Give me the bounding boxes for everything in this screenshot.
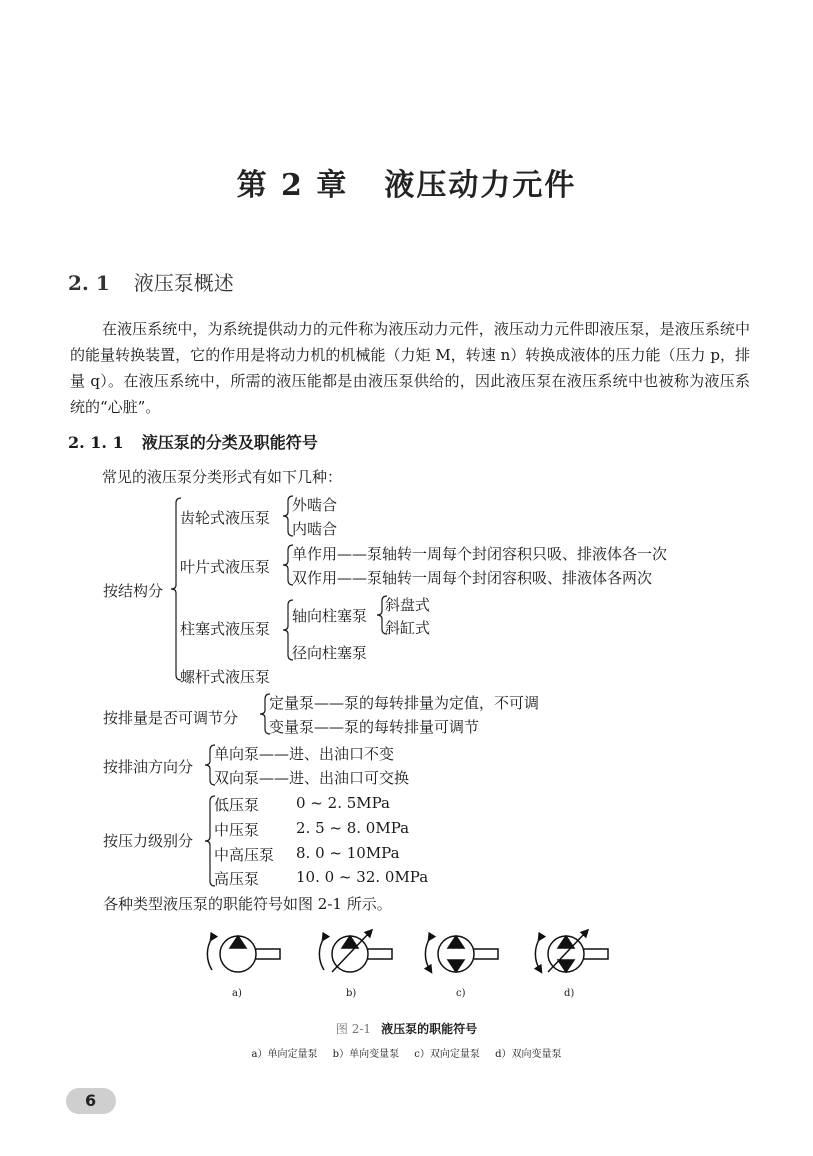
subcaption-d: d）双向变量泵 [495, 1049, 562, 1060]
figure-caption [0, 1020, 813, 1037]
pressure-label: 按压力级别分 [103, 832, 194, 850]
page-number-badge [66, 1088, 116, 1114]
gear-pump-label: 齿轮式液压泵 [180, 509, 271, 527]
vane-pump-label: 叶片式液压泵 [180, 558, 271, 576]
pump-symbol-d [535, 932, 608, 972]
gear-item-external: 外啮合 [292, 496, 338, 514]
pressure-range-low: 0 ~ 2. 5MPa [296, 794, 390, 812]
axial-item-swashplate: 斜盘式 [385, 596, 431, 614]
direction-label: 按排油方向分 [103, 758, 194, 776]
radial-piston-label: 径向柱塞泵 [292, 644, 368, 662]
subcaption-b: b）单向变量泵 [332, 1049, 400, 1060]
page-number: 6 [85, 1091, 97, 1110]
figure-subcaptions [0, 1045, 813, 1060]
pressure-range-medium-high: 8. 0 ~ 10MPa [296, 844, 400, 862]
screw-pump-label: 螺杆式液压泵 [180, 668, 271, 686]
pump-symbol-b [319, 932, 392, 972]
direction-single: 单向泵——进、出油口不变 [214, 745, 395, 763]
subsection-number: 2. 1. 1 [68, 433, 124, 452]
vane-item-double: 双作用——泵轴转一周每个封闭容积吸、排液体各两次 [292, 569, 653, 587]
pressure-range-medium: 2. 5 ~ 8. 0MPa [296, 819, 410, 837]
chapter-number: 第 2 章 [236, 168, 349, 203]
piston-pump-label: 柱塞式液压泵 [180, 620, 271, 638]
figure-label-a: a) [232, 988, 242, 999]
subsection-title: 液压泵的分类及职能符号 [141, 433, 318, 452]
displacement-fixed: 定量泵——泵的每转排量为定值，不可调 [269, 694, 540, 712]
axial-item-bentaxis: 斜缸式 [385, 619, 431, 637]
vane-item-single: 单作用——泵轴转一周每个封闭容积只吸、排液体各一次 [292, 545, 668, 563]
pressure-name-medium-high: 中高压泵 [214, 846, 275, 864]
figure-label-c: c) [456, 988, 466, 999]
pressure-range-high: 10. 0 ~ 32. 0MPa [296, 868, 429, 886]
pressure-name-low: 低压泵 [214, 796, 260, 814]
axial-piston-label: 轴向柱塞泵 [292, 607, 368, 625]
pump-symbol-c [425, 936, 498, 972]
subcaption-a: a）单向定量泵 [251, 1049, 318, 1060]
classification-intro: 常见的液压泵分类形式有如下几种： [102, 468, 343, 486]
pump-symbols [190, 920, 620, 986]
figure-number: 图 2-1 [335, 1022, 372, 1036]
paragraph-text: 在液压系统中，为系统提供动力的元件称为液压动力元件，液压动力元件即液压泵，是液压系统中的能量转换装置，它的作用是将动力机的机械能（力矩 M，转速 n）转换成液体的压力能（压力 p，排量 q）。在液压系统中，所需的液压能都是由液压泵供给的，因此液压泵在液压系统中也被称为液压系统的“心脏”。 [70, 320, 750, 416]
pump-symbol-a [207, 936, 280, 972]
displacement-variable: 变量泵——泵的每转排量可调节 [269, 718, 480, 736]
displacement-label: 按排量是否可调节分 [103, 709, 239, 727]
direction-double: 双向泵——进、出油口可交换 [214, 769, 410, 787]
subcaption-c: c）双向定量泵 [414, 1049, 480, 1060]
section-number: 2. 1 [68, 271, 110, 295]
gear-item-internal: 内啮合 [292, 520, 338, 538]
figure-reference: 各种类型液压泵的职能符号如图 2-1 所示。 [103, 895, 392, 913]
section-title: 液压泵概述 [133, 271, 234, 295]
structure-label: 按结构分 [103, 582, 164, 600]
pressure-name-high: 高压泵 [214, 870, 260, 888]
figure-title: 液压泵的职能符号 [381, 1022, 478, 1036]
figure-label-b: b) [346, 988, 357, 999]
chapter-title: 液压动力元件 [384, 168, 577, 203]
pressure-name-medium: 中压泵 [214, 821, 260, 839]
figure-label-d: d) [564, 988, 575, 999]
